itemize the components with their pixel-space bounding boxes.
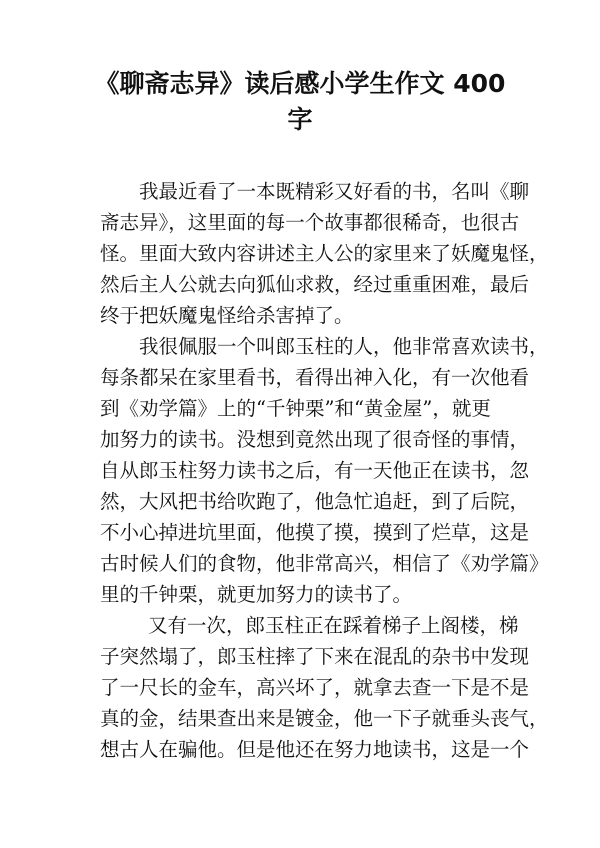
text-line: 古时候人们的食物，他非常高兴，相信了《劝学篇》 [100,552,549,575]
text-line: 了一尺长的金车，高兴坏了，就拿去查一下是不是 [100,676,530,699]
paragraph-2 [100,331,549,610]
text-line: 我最近看了一本既精彩又好看的书，名叫《聊 [139,180,530,203]
title-line-1: 《聊斋志异》读后感小学生作文 400 [94,69,506,98]
text-line: 真的金，结果查出来是镀金，他一下子就垂头丧气， [100,707,549,730]
text-line: 终于把妖魔鬼怪给杀害掉了。 [100,304,354,327]
text-line: 斋志异》，这里面的每一个故事都很稀奇，也很古 [100,211,520,234]
text-line: 我很佩服一个叫郎玉柱的人，他非常喜欢读书， [139,335,549,358]
text-line: 子突然塌了，郎玉柱摔了下来在混乱的杂书中发现 [100,645,530,668]
text-line: 里的千钟栗，就更加努力的读书了。 [100,583,413,606]
document-title [90,66,510,138]
title-line-2: 字 [287,105,313,134]
text-line: 加努力的读书。没想到竟然出现了很奇怪的事情， [100,428,530,451]
text-line: 想古人在骗他。但是他还在努力地读书，这是一个 [100,738,530,761]
text-line: 到《劝学篇》上的“千钟栗”和“黄金屋”，就更 [100,397,491,420]
text-line: 自从郎玉柱努力读书之后，有一天他正在读书，忽 [100,459,530,482]
text-line: 又有一次，郎玉柱正在踩着梯子上阁楼，梯 [148,614,519,637]
text-line: 每条都呆在家里看书，看得出神入化，有一次他看 [100,366,530,389]
document-body [100,176,549,765]
text-line: 然，大风把书给吹跑了，他急忙追赶，到了后院， [100,490,530,513]
paragraph-3 [100,610,549,765]
text-line: 然后主人公就去向狐仙求救，经过重重困难，最后 [100,273,530,296]
paragraph-1 [100,176,549,331]
text-line: 怪。里面大致内容讲述主人公的家里来了妖魔鬼怪， [100,242,549,265]
text-line: 不小心掉进坑里面，他摸了摸，摸到了烂草，这是 [100,521,530,544]
